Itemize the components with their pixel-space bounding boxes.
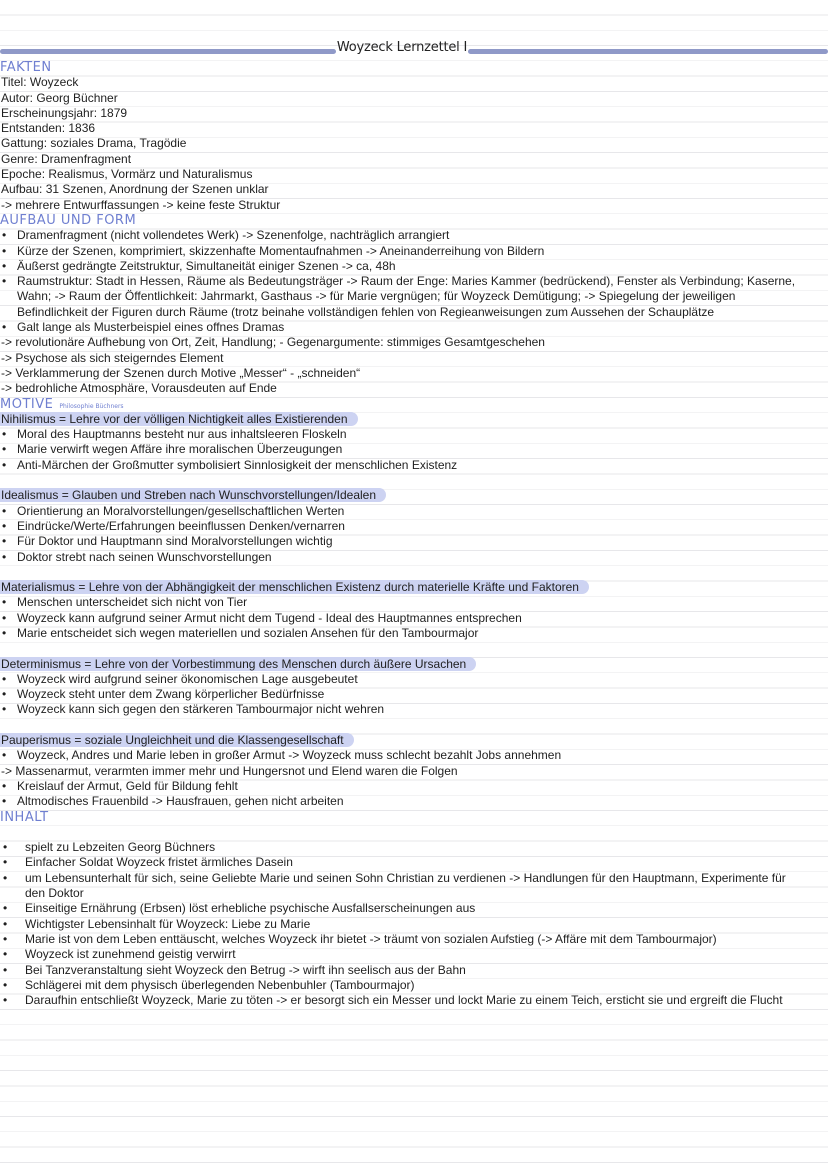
bullet-dot-icon: • xyxy=(2,671,7,686)
motive-line: -> Massenarmut, verarmten immer mehr und Hungersnot und Elend waren die Folgen xyxy=(1,763,458,778)
fakten-line: Erscheinungsjahr: 1879 xyxy=(1,105,128,120)
bullet-dot-icon: • xyxy=(2,748,7,763)
aufbau-bullet: • Galt lange als Musterbeispiel eines offnes Dramas xyxy=(2,320,285,335)
bullet-dot-icon: • xyxy=(3,931,8,946)
fakten-line: Gattung: soziales Drama, Tragödie xyxy=(1,136,187,151)
inhalt-bullet: • Einseitige Ernährung (Erbsen) löst erhebliche psychische Ausfallserscheinungen aus xyxy=(3,901,476,916)
bullet-dot-icon: • xyxy=(2,778,7,793)
aufbau-list xyxy=(0,228,828,396)
inhalt-bullet: • Wichtigster Lebensinhalt für Woyzeck: Liebe zu Marie xyxy=(3,916,311,931)
notes-page xyxy=(0,38,828,1008)
page-title: Woyzeck Lernzettel I xyxy=(336,40,468,55)
bullet-dot-icon: • xyxy=(2,687,7,702)
section-heading-inhalt: INHALT xyxy=(0,809,49,825)
inhalt-bullet: • Marie ist von dem Leben enttäuscht, welches Woyzeck ihr bietet -> träumt von sozialen Aufstieg (-> Affäre mit dem Tambourmajor) xyxy=(3,931,717,946)
motive-group-idealismus xyxy=(0,488,828,564)
motive-bullet: • Woyzeck steht unter dem Zwang körperlicher Bedürfnisse xyxy=(2,687,325,702)
bullet-dot-icon: • xyxy=(2,274,7,289)
aufbau-line: -> Verklammerung der Szenen durch Motive „Messer“ - „schneiden“ xyxy=(1,365,361,380)
bullet-dot-icon: • xyxy=(3,916,8,931)
aufbau-line: -> revolutionäre Aufhebung von Ort, Zeit, Handlung; - Gegenargumente: stimmiges Gesamtgeschehen xyxy=(1,335,545,350)
fakten-line: Genre: Dramenfragment xyxy=(1,151,132,166)
aufbau-bullet: • Dramenfragment (nicht vollendetes Werk) -> Szenenfolge, nachträglich arrangiert xyxy=(2,228,450,243)
inhalt-bullet: • spielt zu Lebzeiten Georg Büchners xyxy=(3,840,216,855)
aufbau-line: -> bedrohliche Atmosphäre, Vorausdeuten auf Ende xyxy=(1,381,277,396)
definition-line: Idealismus = Glauben und Streben nach Wunschvorstellungen/Idealen xyxy=(0,488,828,503)
definition-line: Nihilismus = Lehre vor der völligen Nichtigkeit alles Existierenden xyxy=(0,412,828,427)
aufbau-bullet: • Kürze der Szenen, komprimiert, skizzenhafte Momentaufnahmen -> Aneinanderreihung von Bildern xyxy=(2,243,545,258)
fakten-line: Titel: Woyzeck xyxy=(1,75,79,90)
bullet-dot-icon: • xyxy=(2,320,7,335)
bullet-dot-icon: • xyxy=(3,870,8,885)
title-rule-right xyxy=(468,49,828,54)
inhalt-bullet: • Daraufhin entschließt Woyzeck, Marie zu töten -> er besorgt sich ein Messer und lockt Marie zu einem Teich, ersticht sie und ergreift die Flucht xyxy=(3,993,783,1008)
definition-line: Pauperismus = soziale Ungleichheit und die Klassengesellschaft xyxy=(0,733,828,748)
motive-bullet: • Anti-Märchen der Großmutter symbolisiert Sinnlosigkeit der menschlichen Existenz xyxy=(2,457,458,472)
bullet-dot-icon: • xyxy=(3,977,8,992)
bullet-dot-icon: • xyxy=(2,228,7,243)
section-heading-motive: MOTIVE Philosophie Büchners xyxy=(0,396,124,412)
bullet-dot-icon: • xyxy=(2,427,7,442)
inhalt-list xyxy=(0,840,828,1008)
motive-bullet: • Doktor strebt nach seinen Wunschvorstellungen xyxy=(2,549,272,564)
motive-bullet: • Woyzeck kann aufgrund seiner Armut nicht dem Tugend - Ideal des Hauptmannes entsprechen xyxy=(2,610,522,625)
bullet-dot-icon: • xyxy=(2,625,7,640)
bullet-dot-icon: • xyxy=(2,595,7,610)
bullet-dot-icon: • xyxy=(3,855,8,870)
motive-group-nihilismus xyxy=(0,412,828,473)
bullet-dot-icon: • xyxy=(2,534,7,549)
section-heading-fakten: FAKTEN xyxy=(0,60,52,75)
bullet-dot-icon: • xyxy=(2,518,7,533)
motive-bullet: • Für Doktor und Hauptmann sind Moralvorstellungen wichtig xyxy=(2,534,333,549)
spacer xyxy=(0,825,828,840)
motive-bullet: • Moral des Hauptmanns besteht nur aus inhaltsleeren Floskeln xyxy=(2,427,347,442)
bullet-dot-icon: • xyxy=(2,794,7,809)
title-bar xyxy=(0,38,828,60)
fakten-line: -> mehrere Entwurffassungen -> keine feste Struktur xyxy=(1,197,281,212)
motive-bullet: • Menschen unterscheidet sich nicht von Tier xyxy=(2,595,248,610)
spacer xyxy=(0,718,828,733)
fakten-line: Entstanden: 1836 xyxy=(1,121,96,136)
bullet-dot-icon: • xyxy=(2,610,7,625)
bullet-dot-icon: • xyxy=(3,840,8,855)
motive-bullet: • Orientierung an Moralvorstellungen/gesellschaftlichen Werten xyxy=(2,503,345,518)
motive-bullet: • Eindrücke/Werte/Erfahrungen beeinflussen Denken/vernarren xyxy=(2,518,345,533)
motive-subheading: Philosophie Büchners xyxy=(59,402,124,410)
inhalt-bullet: • Schlägerei mit dem physisch überlegenden Nebenbuhler (Tambourmajor) xyxy=(3,977,415,992)
fakten-line: Epoche: Realismus, Vormärz und Naturalismus xyxy=(1,167,253,182)
bullet-dot-icon: • xyxy=(3,901,8,916)
aufbau-bullet: • Äußerst gedrängte Zeitstruktur, Simultaneität einiger Szenen -> ca, 48h xyxy=(2,258,396,273)
bullet-dot-icon: • xyxy=(3,947,8,962)
motive-bullet: • Marie verwirft wegen Affäre ihre moralischen Überzeugungen xyxy=(2,442,343,457)
spacer xyxy=(0,473,828,488)
bullet-dot-icon: • xyxy=(2,258,7,273)
section-heading-aufbau: AUFBAU UND FORM xyxy=(0,212,137,228)
bullet-dot-icon: • xyxy=(2,442,7,457)
motive-bullet: • Woyzeck, Andres und Marie leben in großer Armut -> Woyzeck muss schlecht bezahlt Jobs annehmen xyxy=(2,748,562,763)
spacer xyxy=(0,641,828,656)
motive-group-pauperismus xyxy=(0,733,828,809)
motive-bullet: • Woyzeck kann sich gegen den stärkeren Tambourmajor nicht wehren xyxy=(2,702,385,717)
bullet-dot-icon: • xyxy=(2,457,7,472)
aufbau-bullet: • Raumstruktur: Stadt in Hessen, Räume als Bedeutungsträger -> Raum der Enge: Maries Kammer (bedrückend), Fenster als Verbindung; Kaserne, Wahn; -> Raum der Öffentlichkeit: Jahrmarkt, Gasthaus -> für Marie vergnügen; für Woyzeck Demütigung; -> Spiegelung der jeweiligen Befindlichkeit der Figuren durch Räume (trotz beinahe vollständigen fehlen von Regieanweisungen zum Aussehen der Schauplätze xyxy=(2,274,796,319)
aufbau-line: -> Psychose als sich steigerndes Element xyxy=(1,350,224,365)
bullet-dot-icon: • xyxy=(2,503,7,518)
inhalt-bullet: • Bei Tanzveranstaltung sieht Woyzeck den Betrug -> wirft ihn seelisch aus der Bahn xyxy=(3,962,466,977)
inhalt-bullet: • um Lebensunterhalt für sich, seine Geliebte Marie und seinen Sohn Christian zu verdienen -> Handlungen für den Hauptmann, Experimente für den Doktor xyxy=(3,870,786,901)
inhalt-bullet: • Einfacher Soldat Woyzeck fristet ärmliches Dasein xyxy=(3,855,293,870)
fakten-line: Aufbau: 31 Szenen, Anordnung der Szenen unklar xyxy=(1,182,269,197)
definition-line: Materialismus = Lehre von der Abhängigkeit der menschlichen Existenz durch materielle Kräfte und Faktoren xyxy=(0,580,828,595)
motive-bullet: • Altmodisches Frauenbild -> Hausfrauen, gehen nicht arbeiten xyxy=(2,794,344,809)
definition-line: Determinismus = Lehre von der Vorbestimmung des Menschen durch äußere Ursachen xyxy=(0,657,828,672)
bullet-dot-icon: • xyxy=(3,993,8,1008)
bullet-dot-icon: • xyxy=(2,702,7,717)
fakten-line: Autor: Georg Büchner xyxy=(1,90,118,105)
motive-group-materialismus xyxy=(0,580,828,641)
fakten-list xyxy=(0,75,828,213)
motive-group-determinismus xyxy=(0,657,828,718)
bullet-dot-icon: • xyxy=(2,243,7,258)
title-rule-left xyxy=(0,49,336,54)
bullet-dot-icon: • xyxy=(2,549,7,564)
spacer xyxy=(0,565,828,580)
bullet-dot-icon: • xyxy=(3,962,8,977)
motive-bullet: • Kreislauf der Armut, Geld für Bildung fehlt xyxy=(2,778,238,793)
motive-bullet: • Marie entscheidet sich wegen materiellen und sozialen Ansehen für den Tambourmajor xyxy=(2,625,479,640)
inhalt-bullet: • Woyzeck ist zunehmend geistig verwirrt xyxy=(3,947,236,962)
motive-bullet: • Woyzeck wird aufgrund seiner ökonomischen Lage ausgebeutet xyxy=(2,671,358,686)
